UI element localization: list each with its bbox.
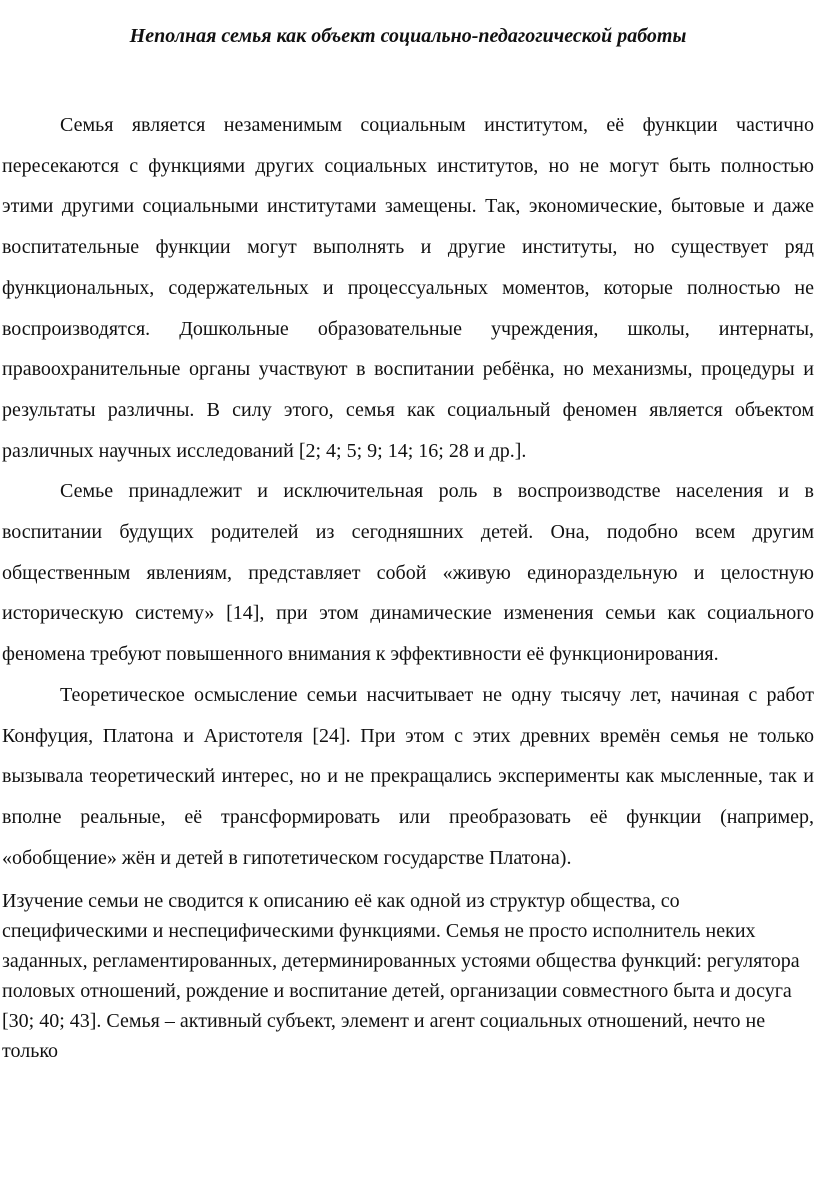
paragraph-family-reproduction: Семье принадлежит и исключительная роль в воспроизводстве населения и в воспитании будущих родителей из сегодняшних детей. Она, подобно всем другим общественным явлениям, представляет собой «живую единораздельную и целостную историческую систему» [14], при этом динамические изменения семьи как социального феномена требуют повышенного внимания к эффективности её функционирования. bbox=[2, 480, 814, 666]
paragraph-theoretical-study: Теоретическое осмысление семьи насчитывает не одну тысячу лет, начиная с работ Конфуция, Платона и Аристотеля [24]. При этом с этих древних времён семья не только вызывала теоретический интерес, но и не прекращались эксперименты как мысленные, так и вполне реальные, её трансформировать или преобразовать её функции (например, «обобщение» жён и детей в гипотетическом государстве Платона). bbox=[2, 683, 814, 869]
document-body bbox=[2, 105, 814, 1066]
paragraph-family-study: Изучение семьи не сводится к описанию её как одной из структур общества, со специфическими и неспецифическими функциями. Семья не просто исполнитель неких заданных, регламентированных, детерминированных устоями общества функций: регулятора половых отношений, рождение и воспитание детей, организации совместного быта и досуга [30; 40; 43]. Семья – активный субъект, элемент и агент социальных отношений, нечто не только bbox=[2, 890, 800, 1063]
paragraph-family-institution: Семья является незаменимым социальным институтом, её функции частично пересекаются с функциями других социальных институтов, но не могут быть полностью этими другими социальными институтами замещены. Так, экономические, бытовые и даже воспитательные функции могут выполнять и другие институты, но существует ряд функциональных, содержательных и процессуальных моментов, которые полностью не воспроизводятся. Дошкольные образовательные учреждения, школы, интернаты, правоохранительные органы участвуют в воспитании ребёнка, но механизмы, процедуры и результаты различны. В силу этого, семья как социальный феномен является объектом различных научных исследований [2; 4; 5; 9; 14; 16; 28 и др.]. bbox=[2, 114, 814, 462]
document-title: Неполная семья как объект социально-педагогической работы bbox=[129, 25, 687, 47]
